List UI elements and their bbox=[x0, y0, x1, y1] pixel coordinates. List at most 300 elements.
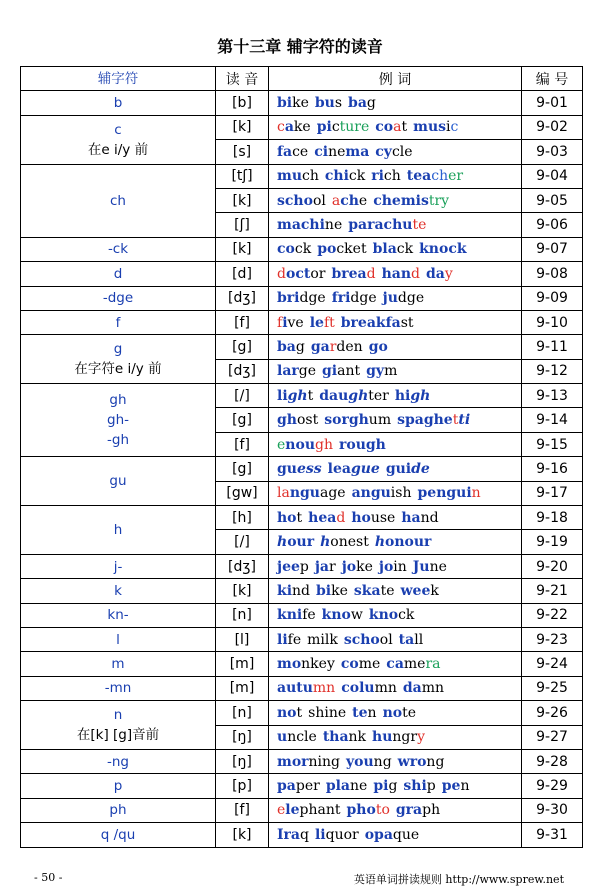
table-row bbox=[21, 701, 583, 725]
word-segment: g bbox=[366, 95, 376, 112]
examples-cell bbox=[269, 701, 522, 725]
word-segment: ke bbox=[331, 582, 348, 599]
word-segment: wee bbox=[400, 582, 431, 599]
code-cell: 9-02 bbox=[522, 115, 583, 139]
letter-text: gh bbox=[109, 392, 127, 409]
example-word bbox=[307, 632, 338, 648]
example-word bbox=[277, 266, 325, 282]
word-segment: ture bbox=[339, 119, 370, 136]
letter-text: m bbox=[111, 656, 125, 673]
example-word bbox=[372, 729, 425, 745]
example-word bbox=[395, 388, 430, 404]
table-row bbox=[21, 310, 583, 334]
word-segment: bi bbox=[316, 582, 332, 599]
word-segment: p bbox=[426, 778, 436, 795]
word-segment: n bbox=[460, 778, 470, 795]
pronunciation-cell: [f] bbox=[216, 432, 269, 456]
table-row bbox=[21, 676, 583, 700]
word-segment: e bbox=[358, 192, 368, 209]
word-segment: ri bbox=[371, 168, 384, 185]
word-segment: quor bbox=[325, 826, 359, 843]
examples-cell bbox=[269, 749, 522, 773]
word-segment: ke bbox=[292, 95, 309, 112]
word-segment: fe bbox=[287, 631, 302, 648]
word-segment: rou bbox=[338, 436, 366, 453]
examples-cell bbox=[269, 798, 522, 822]
examples-cell bbox=[269, 725, 522, 749]
examples-cell bbox=[269, 335, 522, 359]
example-word bbox=[277, 290, 326, 306]
word-segment: ost bbox=[296, 412, 319, 429]
word-segment: ha bbox=[381, 265, 401, 282]
word-segment: ca bbox=[386, 656, 404, 673]
word-segment: d bbox=[366, 265, 376, 282]
word-segment: go bbox=[368, 338, 388, 355]
word-segment: kni bbox=[277, 607, 303, 624]
code-cell: 9-11 bbox=[522, 335, 583, 359]
example-word bbox=[382, 266, 420, 282]
word-segment: u bbox=[277, 729, 288, 746]
table-row bbox=[21, 506, 583, 530]
examples-cell bbox=[269, 286, 522, 310]
word-segment: fa bbox=[277, 143, 293, 160]
word-segment: mo bbox=[277, 656, 302, 673]
word-segment: nd bbox=[292, 582, 311, 599]
example-word bbox=[322, 363, 360, 379]
examples-cell bbox=[269, 140, 522, 164]
word-segment: jo bbox=[378, 558, 394, 575]
word-segment: po bbox=[317, 241, 337, 258]
word-segment: hea bbox=[308, 509, 337, 526]
examples-cell bbox=[269, 91, 522, 115]
pronunciation-cell: [dʒ] bbox=[216, 286, 269, 310]
example-word bbox=[277, 656, 335, 672]
example-word bbox=[332, 290, 377, 306]
example-word bbox=[277, 388, 313, 404]
word-segment: a bbox=[284, 119, 294, 136]
example-word bbox=[277, 168, 319, 184]
example-word bbox=[398, 754, 445, 770]
letter-text: -dge bbox=[102, 290, 134, 307]
letter-cell bbox=[21, 774, 216, 798]
word-segment: ph bbox=[422, 802, 441, 819]
header-pronunciation: 读 音 bbox=[216, 67, 269, 91]
word-segment: tea bbox=[406, 168, 432, 185]
word-segment: or bbox=[310, 265, 326, 282]
word-segment: use bbox=[370, 509, 396, 526]
example-word bbox=[320, 534, 369, 550]
word-segment: fe bbox=[302, 607, 316, 624]
example-word bbox=[365, 827, 419, 843]
example-word bbox=[373, 241, 414, 257]
letter-text: gu bbox=[109, 473, 127, 490]
word-segment: mis bbox=[400, 192, 429, 209]
word-segment: gh bbox=[365, 436, 386, 453]
word-segment: ha bbox=[401, 509, 421, 526]
word-segment: in bbox=[393, 558, 407, 575]
word-segment: ja bbox=[314, 558, 329, 575]
word-segment: ct bbox=[295, 265, 311, 282]
examples-cell bbox=[269, 115, 522, 139]
word-segment: ra bbox=[425, 656, 441, 673]
example-word bbox=[352, 485, 412, 501]
example-word bbox=[397, 412, 470, 428]
example-word bbox=[277, 802, 341, 818]
word-segment: pe bbox=[441, 778, 461, 795]
pronunciation-cell: [m] bbox=[216, 676, 269, 700]
word-segment: co bbox=[340, 656, 359, 673]
letter-cell bbox=[21, 164, 216, 237]
pronunciation-cell: [ʃ] bbox=[216, 213, 269, 237]
letter-text: kn- bbox=[107, 607, 129, 624]
word-segment: ghe bbox=[423, 412, 453, 429]
word-segment: mn bbox=[374, 680, 397, 697]
letter-text: d bbox=[113, 265, 123, 282]
example-word bbox=[277, 510, 302, 526]
table-row bbox=[21, 749, 583, 773]
examples-cell bbox=[269, 432, 522, 456]
example-word bbox=[413, 119, 458, 135]
example-word bbox=[277, 217, 342, 233]
code-cell: 9-04 bbox=[522, 164, 583, 188]
example-word bbox=[277, 729, 317, 745]
table-row bbox=[21, 115, 583, 139]
example-word bbox=[331, 266, 375, 282]
word-segment: cy bbox=[375, 143, 392, 160]
examples-cell bbox=[269, 554, 522, 578]
pronunciation-cell: [n] bbox=[216, 603, 269, 627]
word-segment: n bbox=[400, 265, 411, 282]
word-segment: ba bbox=[277, 338, 296, 355]
word-segment: age bbox=[319, 485, 346, 502]
example-word bbox=[373, 193, 449, 209]
examples-cell bbox=[269, 481, 522, 505]
example-word bbox=[277, 412, 318, 428]
letter-text: f bbox=[115, 314, 121, 331]
word-segment: nk bbox=[348, 729, 367, 746]
letter-cell bbox=[21, 457, 216, 506]
pronunciation-cell: [p] bbox=[216, 774, 269, 798]
word-segment: onour bbox=[385, 534, 432, 551]
pronunciation-cell: [/] bbox=[216, 384, 269, 408]
word-segment: pi bbox=[316, 119, 332, 136]
table-row bbox=[21, 237, 583, 261]
word-segment: para bbox=[348, 217, 384, 234]
word-segment: phant bbox=[299, 802, 341, 819]
example-word bbox=[351, 510, 395, 526]
word-segment: ne bbox=[324, 217, 343, 234]
example-word bbox=[369, 339, 388, 355]
examples-cell bbox=[269, 823, 522, 847]
page-title: 第十三章 辅字符的读音 bbox=[217, 37, 383, 56]
example-word bbox=[375, 534, 432, 550]
code-cell: 9-21 bbox=[522, 579, 583, 603]
code-cell: 9-13 bbox=[522, 384, 583, 408]
code-cell: 9-29 bbox=[522, 774, 583, 798]
example-word bbox=[383, 290, 424, 306]
word-segment: gh bbox=[277, 412, 297, 429]
word-segment: no bbox=[382, 704, 403, 721]
word-segment: ma bbox=[345, 143, 370, 160]
letter-text: ch bbox=[110, 192, 126, 209]
word-segment: li bbox=[314, 826, 326, 843]
word-segment: ch bbox=[302, 168, 319, 185]
letter-cell bbox=[21, 823, 216, 847]
example-word bbox=[347, 802, 390, 818]
word-segment: nd bbox=[420, 509, 439, 526]
example-word bbox=[323, 729, 366, 745]
word-segment: ant bbox=[337, 363, 361, 380]
word-segment: r bbox=[329, 558, 336, 575]
word-segment: tha bbox=[322, 729, 349, 746]
example-word bbox=[442, 778, 470, 794]
code-cell: 9-10 bbox=[522, 310, 583, 334]
letter-cell bbox=[21, 701, 216, 750]
page-number: - 50 - bbox=[34, 871, 63, 884]
word-segment: colu bbox=[341, 680, 375, 697]
word-segment: ck bbox=[396, 241, 414, 258]
example-word bbox=[366, 363, 397, 379]
word-segment: h bbox=[374, 534, 386, 551]
word-segment: ho bbox=[277, 509, 297, 526]
letter-cell bbox=[21, 603, 216, 627]
example-word bbox=[341, 315, 414, 331]
example-word bbox=[396, 802, 440, 818]
letter-text: g bbox=[113, 341, 123, 358]
word-segment: n bbox=[367, 704, 377, 721]
word-segment: co bbox=[277, 241, 295, 258]
letter-text: ph bbox=[109, 802, 127, 819]
word-segment: g bbox=[295, 338, 305, 355]
word-segment: ju bbox=[382, 290, 398, 307]
letter-cell bbox=[21, 237, 216, 261]
word-segment: t bbox=[307, 387, 314, 404]
table-row bbox=[21, 335, 583, 359]
word-segment: Ira bbox=[277, 826, 300, 843]
examples-cell bbox=[269, 579, 522, 603]
example-word bbox=[399, 632, 424, 648]
word-segment: gra bbox=[395, 802, 423, 819]
code-cell: 9-06 bbox=[522, 213, 583, 237]
example-word bbox=[311, 339, 363, 355]
example-word bbox=[277, 193, 326, 209]
header-examples: 例 词 bbox=[269, 67, 522, 91]
word-segment: bla bbox=[372, 241, 397, 258]
letter-cell bbox=[21, 579, 216, 603]
example-word bbox=[407, 168, 463, 184]
example-word bbox=[277, 339, 305, 355]
word-segment: brea bbox=[331, 265, 367, 282]
letter-text: -ck bbox=[107, 241, 129, 258]
word-segment: ge bbox=[298, 363, 317, 380]
pronunciation-cell: [m] bbox=[216, 652, 269, 676]
word-segment: ch bbox=[431, 168, 449, 185]
table-row bbox=[21, 164, 583, 188]
word-segment: c bbox=[331, 119, 340, 136]
pronunciation-cell: [tʃ] bbox=[216, 164, 269, 188]
word-segment: um bbox=[368, 412, 392, 429]
table-row bbox=[21, 652, 583, 676]
word-segment: li bbox=[277, 631, 288, 648]
word-segment: jee bbox=[277, 558, 300, 575]
word-segment: ck bbox=[294, 241, 312, 258]
word-segment: me bbox=[358, 656, 381, 673]
example-word bbox=[341, 656, 380, 672]
letter-text: -mn bbox=[104, 680, 132, 697]
examples-cell bbox=[269, 237, 522, 261]
example-word bbox=[400, 583, 438, 599]
example-word bbox=[277, 363, 316, 379]
code-cell: 9-17 bbox=[522, 481, 583, 505]
example-word bbox=[344, 632, 393, 648]
word-segment: d bbox=[411, 265, 420, 282]
example-word bbox=[277, 607, 316, 623]
word-segment: ll bbox=[414, 631, 424, 648]
word-segment: t bbox=[401, 119, 408, 136]
word-segment: a bbox=[331, 192, 341, 209]
example-word bbox=[277, 632, 301, 648]
word-segment: ter bbox=[368, 387, 389, 404]
example-word bbox=[346, 754, 392, 770]
letter-cell bbox=[21, 384, 216, 457]
code-cell: 9-26 bbox=[522, 701, 583, 725]
example-word bbox=[352, 705, 376, 721]
letter-text: gh- bbox=[107, 412, 129, 429]
letter-cell bbox=[21, 506, 216, 555]
word-segment: dau bbox=[319, 387, 349, 404]
letter-cell bbox=[21, 310, 216, 334]
word-segment: t bbox=[452, 412, 459, 429]
examples-cell bbox=[269, 603, 522, 627]
code-cell: 9-19 bbox=[522, 530, 583, 554]
pronunciation-cell: [k] bbox=[216, 115, 269, 139]
pronunciation-cell: [g] bbox=[216, 335, 269, 359]
word-segment: ft bbox=[323, 314, 335, 331]
word-segment: ti bbox=[458, 412, 471, 429]
example-word bbox=[310, 315, 335, 331]
word-segment: hi bbox=[394, 387, 411, 404]
word-segment: gy bbox=[366, 363, 385, 380]
word-segment: ga bbox=[310, 338, 330, 355]
example-word bbox=[308, 705, 346, 721]
letter-cell bbox=[21, 798, 216, 822]
word-segment: kno bbox=[368, 607, 399, 624]
example-word bbox=[386, 461, 430, 477]
code-cell: 9-03 bbox=[522, 140, 583, 164]
word-segment: que bbox=[392, 826, 420, 843]
word-segment: d bbox=[277, 265, 286, 282]
example-word bbox=[315, 95, 342, 111]
word-segment: h bbox=[320, 534, 331, 551]
pronunciation-cell: [n] bbox=[216, 701, 269, 725]
word-segment: to bbox=[375, 802, 390, 819]
word-segment: ho bbox=[351, 509, 371, 526]
header-letters: 辅字符 bbox=[21, 67, 216, 91]
word-segment: ma bbox=[277, 217, 301, 234]
example-word bbox=[317, 241, 366, 257]
examples-cell bbox=[269, 164, 522, 188]
code-cell: 9-16 bbox=[522, 457, 583, 481]
word-segment: ta bbox=[398, 631, 415, 648]
word-segment: den bbox=[336, 338, 363, 355]
examples-cell bbox=[269, 384, 522, 408]
pronunciation-cell: [k] bbox=[216, 188, 269, 212]
word-segment: te bbox=[352, 704, 368, 721]
pronunciation-cell: [d] bbox=[216, 262, 269, 286]
code-cell: 9-01 bbox=[522, 91, 583, 115]
example-word bbox=[403, 778, 435, 794]
word-segment: break bbox=[340, 314, 386, 331]
example-word bbox=[317, 119, 370, 135]
word-segment: de bbox=[411, 460, 430, 477]
word-segment: angu bbox=[351, 485, 391, 502]
word-segment: o bbox=[285, 265, 296, 282]
word-segment: ngui bbox=[436, 485, 472, 502]
examples-cell bbox=[269, 676, 522, 700]
word-segment: dge bbox=[299, 290, 326, 307]
code-cell: 9-31 bbox=[522, 823, 583, 847]
word-segment: gh bbox=[315, 436, 333, 453]
code-cell: 9-14 bbox=[522, 408, 583, 432]
word-segment: te bbox=[402, 704, 417, 721]
example-word bbox=[342, 559, 373, 575]
word-segment: try bbox=[428, 192, 450, 209]
word-segment: wro bbox=[397, 753, 427, 770]
example-word bbox=[315, 559, 336, 575]
example-word bbox=[383, 705, 416, 721]
code-cell: 9-23 bbox=[522, 627, 583, 651]
code-cell: 9-27 bbox=[522, 725, 583, 749]
word-segment: t bbox=[296, 704, 303, 721]
example-word bbox=[277, 95, 309, 111]
word-segment: shine bbox=[308, 704, 347, 721]
example-word bbox=[277, 461, 322, 477]
word-segment: ck bbox=[448, 241, 467, 258]
word-segment: mu bbox=[277, 168, 302, 185]
word-segment: st bbox=[400, 314, 414, 331]
word-segment: Ju bbox=[412, 558, 430, 575]
word-segment: f bbox=[277, 314, 283, 331]
example-word bbox=[277, 778, 320, 794]
word-segment: opa bbox=[364, 826, 393, 843]
word-segment: y bbox=[417, 729, 425, 746]
examples-cell bbox=[269, 457, 522, 481]
word-segment: ng bbox=[426, 753, 445, 770]
word-segment: e bbox=[277, 802, 286, 819]
pronunciation-cell: [f] bbox=[216, 310, 269, 334]
example-word bbox=[369, 607, 415, 623]
letter-text: -ng bbox=[107, 753, 129, 770]
word-segment: ke bbox=[356, 558, 373, 575]
word-segment: dge bbox=[397, 290, 425, 307]
word-segment: sor bbox=[324, 412, 349, 429]
example-word bbox=[277, 534, 314, 550]
word-segment: pe bbox=[417, 485, 437, 502]
letter-text: l bbox=[116, 631, 120, 648]
word-segment: mor bbox=[277, 753, 309, 770]
word-segment: ve bbox=[287, 314, 304, 331]
word-segment: da bbox=[425, 265, 445, 282]
word-segment: bri bbox=[277, 290, 300, 307]
word-segment: mn bbox=[421, 680, 445, 697]
word-segment: ck bbox=[348, 168, 366, 185]
word-segment: fa bbox=[385, 314, 401, 331]
example-word bbox=[379, 559, 407, 575]
word-segment: t bbox=[296, 509, 303, 526]
code-cell: 9-20 bbox=[522, 554, 583, 578]
word-segment: ol bbox=[312, 192, 326, 209]
word-segment: our bbox=[287, 534, 315, 551]
